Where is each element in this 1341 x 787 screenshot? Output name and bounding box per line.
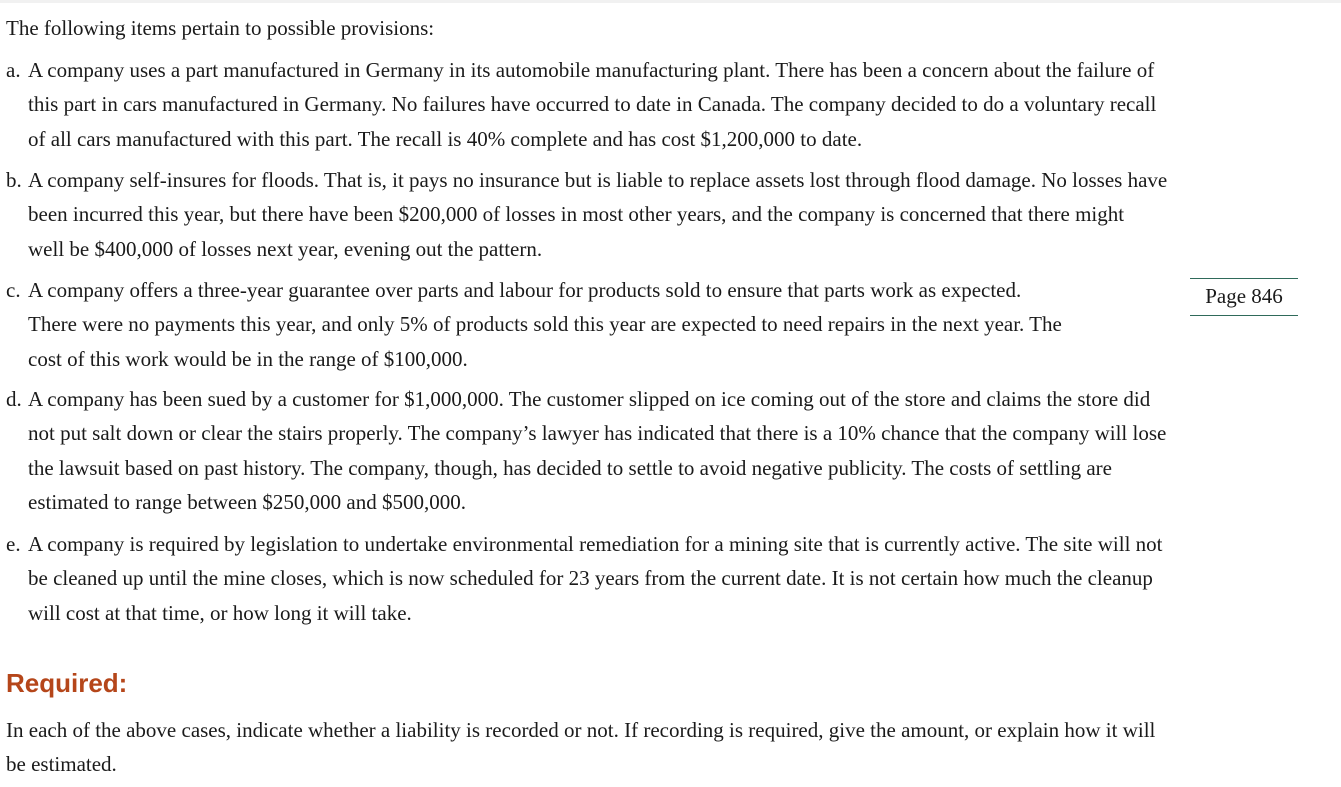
item-letter: d. bbox=[6, 387, 22, 411]
item-text: A company self-insures for floods. That is, it pays no insurance but is liable to replace assets lost through flood damage. No losses have bbox=[28, 168, 1168, 192]
item-line: not put salt down or clear the stairs properly. The company’s lawyer has indicated that there is a 10% chance that the company will lose bbox=[28, 421, 1167, 446]
item-line bbox=[6, 53, 1306, 87]
item-letter: a. bbox=[6, 58, 21, 82]
item-letter: c. bbox=[6, 278, 21, 302]
item-line: will cost at that time, or how long it will take. bbox=[28, 600, 412, 625]
item-line bbox=[6, 273, 1306, 307]
required-heading: Required: bbox=[6, 668, 128, 698]
item-line bbox=[6, 163, 1306, 197]
item-line: cost of this work would be in the range of $100,000. bbox=[28, 346, 468, 371]
item-line bbox=[6, 382, 1306, 416]
item-text: A company has been sued by a customer for $1,000,000. The customer slipped on ice coming out of the store and claims the store did bbox=[28, 387, 1151, 411]
item-text: A company offers a three-year guarantee over parts and labour for products sold to ensure that parts work as expected. bbox=[28, 278, 1022, 302]
item-line: of all cars manufactured with this part. The recall is 40% complete and has cost $1,200,000 to date. bbox=[28, 126, 863, 151]
item-letter: b. bbox=[6, 168, 22, 192]
item-line bbox=[6, 527, 1306, 561]
list-item-c bbox=[6, 273, 1306, 376]
item-line: the lawsuit based on past history. The company, though, has decided to settle to avoid negative publicity. The costs of settling are bbox=[28, 455, 1112, 480]
item-line: well be $400,000 of losses next year, evening out the pattern. bbox=[28, 236, 543, 261]
top-divider bbox=[0, 0, 1341, 3]
required-instructions bbox=[6, 713, 1316, 782]
page-number-marker: Page 846 bbox=[1190, 278, 1298, 316]
item-letter: e. bbox=[6, 532, 21, 556]
item-line: There were no payments this year, and only 5% of products sold this year are expected to need repairs in the next year. The bbox=[28, 312, 1062, 337]
item-line: be cleaned up until the mine closes, which is now scheduled for 23 years from the current date. It is not certain how much the cleanup bbox=[28, 566, 1153, 591]
list-item-a bbox=[6, 53, 1306, 156]
item-text: A company is required by legislation to undertake environmental remediation for a mining site that is currently active. The site will not bbox=[28, 532, 1163, 556]
item-line: this part in cars manufactured in Germany. No failures have occurred to date in Canada. The company decided to do a voluntary recall bbox=[28, 92, 1157, 117]
required-line: be estimated. bbox=[6, 752, 117, 777]
list-item-b bbox=[6, 163, 1306, 266]
item-line: estimated to range between $250,000 and $500,000. bbox=[28, 490, 466, 515]
item-line: been incurred this year, but there have been $200,000 of losses in most other years, and the company is concerned that there might bbox=[28, 202, 1125, 227]
list-item-e bbox=[6, 527, 1306, 630]
list-item-d bbox=[6, 382, 1306, 520]
item-text: A company uses a part manufactured in Germany in its automobile manufacturing plant. There has been a concern about the failure of bbox=[28, 58, 1155, 82]
intro-text: The following items pertain to possible provisions: bbox=[6, 16, 435, 40]
required-line: In each of the above cases, indicate whether a liability is recorded or not. If recording is required, give the amount, or explain how it will bbox=[6, 718, 1156, 742]
